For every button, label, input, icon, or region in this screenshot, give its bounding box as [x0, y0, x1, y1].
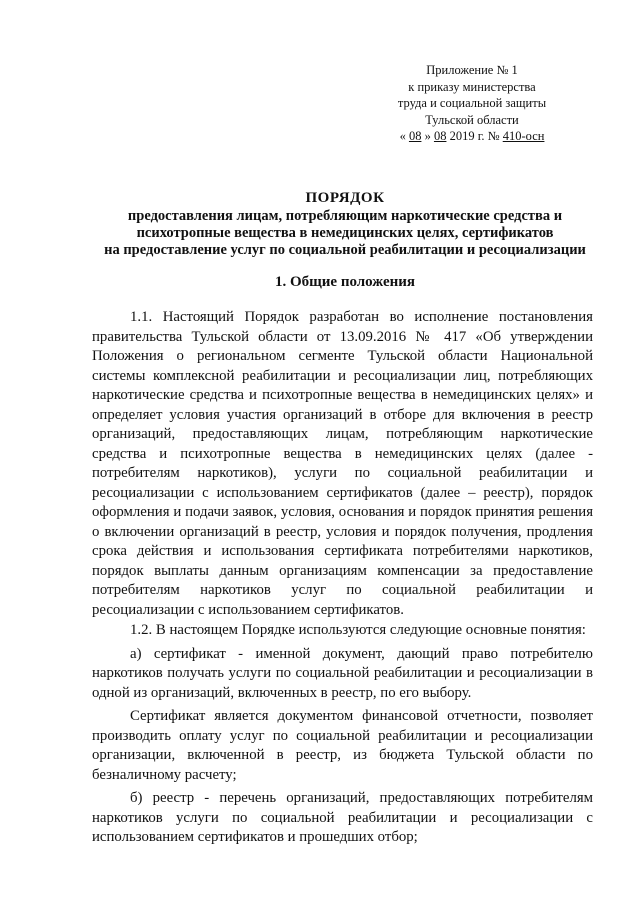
date-day: 08	[408, 129, 422, 143]
title-line-3: на предоставление услуг по социальной реабилитации и ресоциализации	[104, 242, 586, 258]
section-heading: 1. Общие положения	[274, 274, 416, 290]
paragraph-certificate: Сертификат является документом финансовой отчетности, позволяет производить оплату услуг по социальной реабилитации и ресоциализации организации, включенной в реестр, из бюджета Тульской области по безналичному расчету;	[92, 708, 593, 783]
paragraph-b: б) реестр - перечень организаций, предоставляющих потребителям наркотиков услуги по социальной реабилитации и ресоциализации с использованием сертификатов и прошедших отбор;	[92, 790, 593, 845]
appendix-number: Приложение № 1	[426, 63, 518, 77]
appendix-region: Тульской области	[425, 112, 519, 127]
appendix-order-ref: к приказу министерства	[408, 79, 536, 94]
title-line-2: психотропные вещества в немедицинских целях, сертификатов	[136, 225, 554, 241]
paragraph-1-2: 1.2. В настоящем Порядке используются следующие основные понятия:	[130, 622, 586, 638]
appendix-block	[372, 62, 572, 145]
document-title	[60, 190, 630, 259]
title-main: ПОРЯДОК	[305, 190, 385, 206]
document-body	[92, 308, 593, 848]
date-mid: »	[421, 129, 434, 143]
order-number: 410-осн	[502, 129, 545, 143]
appendix-ministry: труда и социальной защиты	[397, 96, 547, 110]
appendix-date-line	[372, 128, 572, 145]
date-suffix: 2019 г. №	[446, 129, 503, 143]
date-month: 08	[433, 129, 447, 143]
paragraph-1-1: 1.1. Настоящий Порядок разработан во исполнение постановления правительства Тульской области от 13.09.2016 № 417 «Об утверждении Положения о региональном сегменте Тульской области Национальной системы комплексной реабилитации и ресоциализации лиц, потребляющих наркотические средства и психотропные вещества в немедицинских целях» и определяет условия участия организаций в отборе для включения в реестр организаций, предоставляющих лицам, потребляющим наркотические средства и психотропные вещества в немедицинских целях (далее - потребителям наркотиков), услуги по социальной реабилитации и ресоциализации с использованием сертификатов (далее – реестр), порядок оформления и подачи заявок, условия, основания и порядок принятия решения о включении организаций в реестр, условия и порядок получения, продления срока действия и использования сертификата потребителями наркотиков, порядок выплаты данным организациям компенсации за предоставление потребителям наркотиков услуг по социальной реабилитации и ресоциализации с использованием сертификатов.	[92, 309, 593, 618]
title-line-1: предоставления лицам, потребляющим наркотические средства и	[127, 208, 563, 224]
paragraph-a: а) сертификат - именной документ, дающий право потребителю наркотиков получать услуги по социальной реабилитации и ресоциализации в одной из организаций, включенных в реестр, по его выбору.	[92, 645, 593, 701]
date-prefix: «	[399, 129, 409, 143]
